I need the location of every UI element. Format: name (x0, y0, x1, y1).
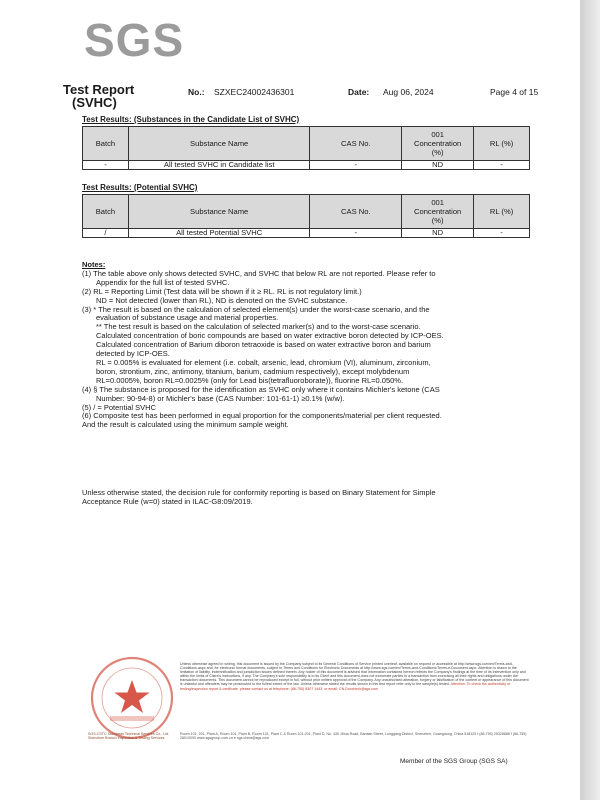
col-header-conc-line3: (%) (431, 216, 444, 225)
cell-batch: / (83, 229, 129, 238)
table-header-row (83, 127, 530, 161)
results-table-candidate (82, 126, 530, 170)
col-header-cas: CAS No. (310, 195, 402, 229)
note-2-line1: (2) RL = Reporting Limit (Test data will be shown if it ≥ RL. RL is not regulatory limit.) (82, 286, 362, 296)
member-of-group: Member of the SGS Group (SGS SA) (400, 758, 508, 765)
note-6-line2: And the result is calculated using the minimum sample weight. (82, 420, 289, 430)
cell-cas: - (310, 229, 402, 238)
note-4-line2: Number: 90-94-8) or Michler's base (CAS Number: 101-61-1) ≥0.1% (w/w). (96, 393, 345, 403)
page-number: Page 4 of 15 (490, 87, 539, 97)
notes-title: Notes: (82, 260, 106, 269)
decision-rule (82, 488, 532, 506)
note-3-line7: RL = 0.005% is evaluated for element (i.e. cobalt, arsenic, lead, chromium (VI), aluminum, zirconium, (96, 357, 431, 367)
cell-substance: All tested Potential SVHC (128, 229, 310, 238)
col-header-substance: Substance Name (128, 195, 310, 229)
section-title-candidate: Test Results: (Substances in the Candidate List of SVHC) (82, 115, 300, 124)
cell-concentration: ND (402, 229, 474, 238)
note-4-line1: (4) § The substance is proposed for the identification as SVHC only where it contains Michler's ketone (CAS (82, 384, 440, 394)
sgs-logo (82, 10, 185, 66)
col-header-conc-line1: 001 (431, 198, 444, 207)
page-edge-shadow (580, 0, 600, 800)
note-3-line3: ** The test result is based on the calculation of selected marker(s) and to the worst-case scenario. (96, 322, 421, 332)
disclaimer-text: Unless otherwise agreed in writing, this document is issued by the Company subject to its General Conditions of Service printed overleaf, available on request or accessible at http://www.sgs.com/en/Terms-and-Conditions.aspx and, for electronic format documents, subject to Terms and Conditions for Electronic Documents at http://www.sgs.com/en/Terms-and-Conditions/Terms-e-Document.aspx. Attention is drawn to the limitation of liability, indemnification and jurisdiction issues defined therein. Any holder of this document is advised that information contained hereon reflects the Company's findings at the time of its intervention only and within the limits of Client's instructions, if any. The Company's sole responsibility is to its Client and this document does not exonerate parties to a transaction from exercising all their rights and obligations under the transaction documents. This document cannot be reproduced except in full, without prior written approval of the Company. Any unauthorized alteration, forgery or falsification of the content or appearance of this document is unlawful and offenders may be prosecuted to the fullest extent of the law. Unless otherwise stated the results shown in this test report refer only to the sample(s) tested. (180, 662, 529, 687)
col-header-conc-line2: Concentration (414, 139, 462, 148)
decision-rule-line1: Unless otherwise stated, the decision rule for conformity reporting is based on Binary Statement for Simple (82, 488, 436, 497)
table-header-row (83, 195, 530, 229)
note-3-line1: (3) * The result is based on the calculation of selected element(s) under the worst-case scenario, and the (82, 304, 430, 314)
table-row (83, 229, 530, 238)
svg-text:SGS: SGS (84, 14, 185, 66)
cell-rl: - (474, 161, 530, 170)
note-1-line1: (1) The table above only shows detected SVHC, and SVHC that below RL are not reported. Please refer to (82, 268, 436, 278)
note-6-line1: (6) Composite test has been performed in equal proportion for the components/material per client requested. (82, 411, 442, 421)
col-header-rl: RL (%) (474, 127, 530, 161)
col-header-cas: CAS No. (310, 127, 402, 161)
col-header-conc-line2: Concentration (414, 207, 462, 216)
authenticity-notice: Attention: To check the authenticity of testing/inspection report & certificate, please contact us at telephone: (86-755) 8307 1443, or email: CN.Doccheck@sgs.com (180, 682, 511, 691)
col-header-conc-line3: (%) (431, 148, 444, 157)
col-header-substance: Substance Name (128, 127, 310, 161)
col-header-concentration (402, 127, 474, 161)
report-title: Test Report (63, 82, 135, 97)
cell-substance: All tested SVHC in Candidate list (128, 161, 310, 170)
table-row (83, 161, 530, 170)
col-header-batch: Batch (83, 127, 129, 161)
report-number: SZXEC24002436301 (214, 87, 295, 97)
note-1-line2: Appendix for the full list of tested SVHC. (96, 277, 230, 287)
cell-cas: - (310, 161, 402, 170)
note-3-line4: Calculated concentration of boric compounds are based on water extractive boron detected by ICP-OES. (96, 331, 444, 341)
col-header-rl: RL (%) (474, 195, 530, 229)
report-date: Aug 06, 2024 (383, 87, 434, 97)
report-subtitle: (SVHC) (72, 95, 117, 110)
col-header-concentration (402, 195, 474, 229)
report-date-label: Date: (348, 87, 370, 97)
cell-rl: - (474, 229, 530, 238)
footer-address: Room 101, 201, Plant A, Room 101, Plant B, Room 101, Plant C & Room 101-201, Plant D, No. 430 Jihua Road, Bantian Street, Longgang District, Shenzhen, Guangdong, China 518129 t (86-755) 25328888 f (86-755) 26010000 www.sgsgroup.com.cn e sgs.china@sgs.com (180, 732, 527, 741)
note-2-line2: ND = Not detected (lower than RL), ND is denoted on the SVHC substance. (96, 295, 348, 305)
seal-caption: SGS-CSTC Standards Technical Services Co., Ltd. Shenzhen Branch Inspection & Testing Services (88, 732, 170, 741)
cell-concentration: ND (402, 161, 474, 170)
footer-disclaimer (180, 662, 530, 691)
col-header-conc-line1: 001 (431, 130, 444, 139)
decision-rule-line2: Acceptance Rule (w=0) stated in ILAC-G8:09/2019. (82, 497, 253, 506)
note-3-line6: detected by ICP-OES. (96, 349, 170, 359)
results-table-potential (82, 194, 530, 238)
note-3-line8: boron, strontium, zinc, antimony, titanium, barium, cadmium respectively), except molybdenum (96, 366, 410, 376)
note-3-line5: Calculated concentration of Barium diboron tetraoxide is based on water extractive boron and barium (96, 340, 431, 350)
col-header-batch: Batch (83, 195, 129, 229)
report-number-label: No.: (188, 87, 205, 97)
company-seal (88, 654, 176, 742)
cell-batch: - (83, 161, 129, 170)
note-3-line2: evaluation of substance usage and material properties. (96, 313, 279, 323)
note-3-line9: RL=0.0005%, boron RL=0.0025% (only for Lead bis(tetrafluoroborate)), fluorine RL=0.050%. (96, 375, 404, 385)
notes-section (82, 261, 532, 430)
section-title-potential: Test Results: (Potential SVHC) (82, 183, 198, 192)
note-5: (5) / = Potential SVHC (82, 402, 156, 412)
